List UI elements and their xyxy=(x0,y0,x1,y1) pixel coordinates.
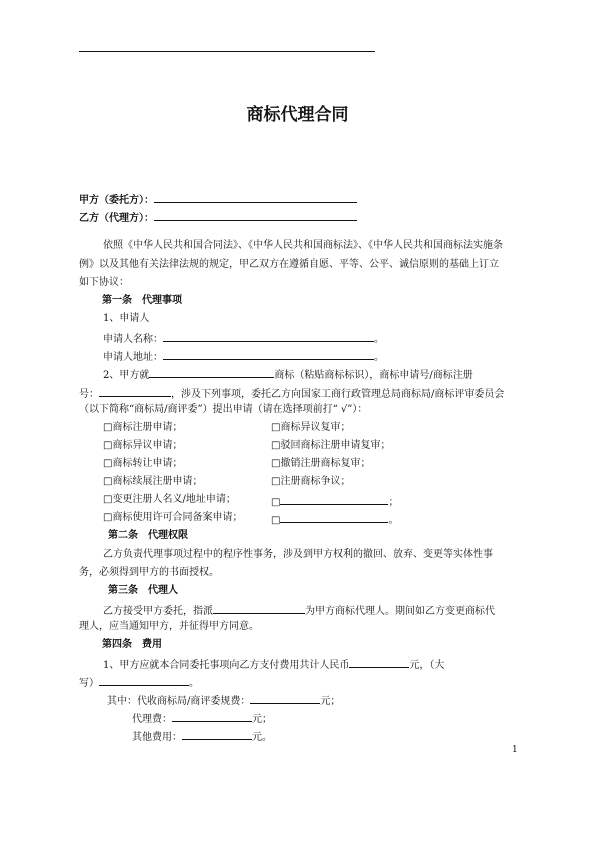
article-2-line-2: 务，必须得到甲方的书面授权。 xyxy=(79,567,219,578)
applicant-address-label: 申请人地址： xyxy=(103,352,163,363)
option-other-2[interactable]: □ 。 xyxy=(271,512,398,527)
intro-line-2: 例》以及其他有关法律法规的规定，甲乙双方在遵循自愿、平等、公平、诚信原则的基础上订立 xyxy=(79,259,499,270)
article-3-line-1: 乙方接受甲方委托，指派 为甲方商标代理人。期间如乙方变更商标代 xyxy=(103,603,495,618)
other-option-blank[interactable] xyxy=(280,512,388,523)
article-2-line-1: 乙方负责代理事项过程中的程序性事务，涉及到甲方权利的撤回、放弃、变更等实体性事 xyxy=(103,549,493,560)
agency-fee-line: 代理费： 元； xyxy=(132,711,272,726)
option-other-1[interactable]: □ ； xyxy=(271,494,398,509)
party-b-blank[interactable] xyxy=(154,210,357,221)
option-rejection-review[interactable]: □驳回商标注册申请复审； xyxy=(271,440,391,451)
party-b-label: 乙方（代理方）： xyxy=(79,213,154,224)
checkbox[interactable]: □ xyxy=(271,515,281,526)
checkbox[interactable]: □ xyxy=(103,422,113,433)
option-trademark-transfer[interactable]: □商标转让申请； xyxy=(103,458,183,469)
option-trademark-renewal[interactable]: □商标续展注册申请； xyxy=(103,476,203,487)
document-title: 商标代理合同 xyxy=(246,105,349,125)
official-fee-blank[interactable] xyxy=(250,693,320,704)
article-1-item-1: 1、申请人 xyxy=(103,313,150,324)
checkbox[interactable]: □ xyxy=(271,440,281,451)
checkbox[interactable]: □ xyxy=(103,512,113,523)
registration-number-blank[interactable] xyxy=(99,386,171,397)
checkbox[interactable]: □ xyxy=(271,458,281,469)
article-1-item-2-line-2: 号： ，涉及下列事项，委托乙方向国家工商行政管理总局商标局/商标评审委员会 xyxy=(79,386,504,401)
header-rule xyxy=(79,51,375,52)
article-4-heading: 第四条 费用 xyxy=(102,639,162,650)
checkbox[interactable]: □ xyxy=(103,440,113,451)
intro-line-1: 依照《中华人民共和国合同法》、《中华人民共和国商标法》、《中华人民共和国商标法实施条 xyxy=(103,240,503,251)
official-fee-line: 其中：代收商标局/商评委规费： 元； xyxy=(107,693,340,708)
applicant-name-line: 申请人名称： 。 xyxy=(103,331,384,346)
trademark-blank[interactable] xyxy=(149,367,274,378)
article-4-line-2: 写） 。 xyxy=(79,675,199,690)
option-change-registrant[interactable]: □变更注册人名义/地址申请； xyxy=(103,494,236,505)
checkbox[interactable]: □ xyxy=(103,458,113,469)
agent-name-blank[interactable] xyxy=(213,603,305,614)
article-1-heading: 第一条 代理事项 xyxy=(102,295,182,306)
article-1-item-2-line-3: （以下简称“商标局/商评委”）提出申请（请在选择项前打“ √”）： xyxy=(79,404,368,415)
applicant-name-blank[interactable] xyxy=(163,331,374,342)
page-number: 1 xyxy=(512,745,518,755)
applicant-name-label: 申请人名称： xyxy=(103,334,163,345)
applicant-address-blank[interactable] xyxy=(163,349,374,360)
article-4-line-1: 1、甲方应就本合同委托事项向乙方支付费用共计人民币 元，（大 xyxy=(103,657,444,672)
option-trademark-opposition[interactable]: □商标异议申请； xyxy=(103,440,183,451)
other-fee-blank[interactable] xyxy=(182,729,252,740)
article-1-item-2-line-1: 2、甲方就 商标（粘贴商标标识），商标申请号/商标注册 xyxy=(103,367,473,382)
total-fee-words-blank[interactable] xyxy=(99,675,189,686)
checkbox[interactable]: □ xyxy=(271,497,281,508)
party-b-line xyxy=(79,210,357,225)
option-cancellation-review[interactable]: □撤销注册商标复审； xyxy=(271,458,371,469)
checkbox[interactable]: □ xyxy=(103,476,113,487)
party-a-label: 甲方（委托方）： xyxy=(79,195,154,206)
party-a-line xyxy=(79,192,357,207)
option-opposition-review[interactable]: □商标异议复审； xyxy=(271,422,351,433)
option-trademark-registration[interactable]: □商标注册申请； xyxy=(103,422,183,433)
agency-fee-blank[interactable] xyxy=(172,711,252,722)
intro-line-3: 如下协议： xyxy=(79,277,129,288)
total-fee-blank[interactable] xyxy=(349,657,409,668)
checkbox[interactable]: □ xyxy=(103,494,113,505)
article-3-heading: 第三条 代理人 xyxy=(108,585,178,596)
other-option-blank[interactable] xyxy=(280,494,388,505)
article-3-line-2: 理人，应当通知甲方，并征得甲方同意。 xyxy=(79,621,259,632)
option-dispute[interactable]: □注册商标争议； xyxy=(271,476,351,487)
applicant-address-line: 申请人地址： 。 xyxy=(103,349,384,364)
checkbox[interactable]: □ xyxy=(271,476,281,487)
article-2-heading: 第二条 代理权限 xyxy=(108,530,188,541)
option-license-filing[interactable]: □商标使用许可合同备案申请； xyxy=(103,512,243,523)
party-a-blank[interactable] xyxy=(154,192,357,203)
checkbox[interactable]: □ xyxy=(271,422,281,433)
other-fee-line: 其他费用： 元。 xyxy=(132,729,272,744)
